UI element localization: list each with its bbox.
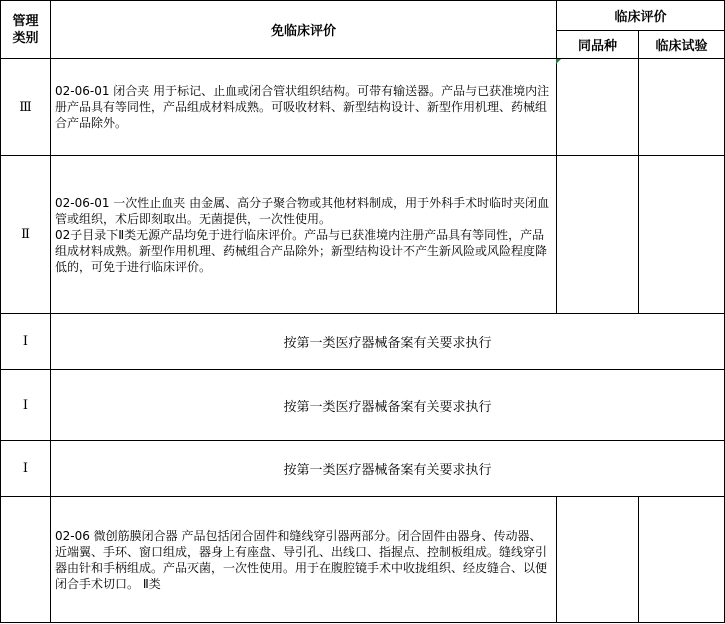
row-class: Ⅰ: [1, 441, 51, 497]
row-clinical-trial-cell: [639, 156, 725, 314]
row-same-product-cell: [557, 59, 639, 156]
row-same-product-cell: [557, 497, 639, 623]
row-filing-requirement: 按第一类医疗器械备案有关要求执行: [51, 314, 725, 370]
header-management-class-label: 管理类别: [12, 13, 39, 46]
table-row: [1, 497, 725, 623]
row-description: 02-06 微创筋膜闭合器 产品包括闭合固件和缝线穿引器两部分。闭合固件由器身、传动器、近端翼、手环、窗口组成，器身上有座盘、导引孔、出线口、指握点、控制板组成。缝线穿引器由针和手柄组成。产品灭菌，一次性使用。用于在腹腔镜手术中收拢组织、经皮缝合、以便闭合手术切口。 Ⅱ类: [51, 497, 557, 623]
table-row: [1, 441, 725, 497]
row-description: [51, 156, 557, 314]
header-exempt-clinical-evaluation: 免临床评价: [51, 1, 557, 59]
row-description-line-1: 02-06-01 一次性止血夹 由金属、高分子聚合物或其他材料制成，用于外科手术时临时夹闭血管或组织，术后即刻取出。无菌提供，一次性使用。: [55, 195, 550, 226]
row-class: Ⅱ: [1, 156, 51, 314]
row-description-line-2: 02子目录下Ⅱ类无源产品均免于进行临床评价。产品与已获准境内注册产品具有等同性，产品组成材料成熟。新型作用机理、药械组合产品除外；新型结构设计不产生新风险或风险程度降低的，可免于进行临床评价。: [55, 227, 548, 274]
row-description: 02-06-01 闭合夹 用于标记、止血或闭合管状组织结构。可带有输送器。产品与已获准境内注册产品具有等同性，产品组成材料成熟。可吸收材料、新型结构设计、新型作用机理、药械组合产品除外。: [51, 59, 557, 156]
row-class: [1, 497, 51, 623]
header-management-class: [1, 1, 51, 59]
table-row: [1, 156, 725, 314]
row-class: Ⅰ: [1, 314, 51, 370]
row-filing-requirement: 按第一类医疗器械备案有关要求执行: [51, 441, 725, 497]
row-same-product-cell: [557, 156, 639, 314]
header-same-product: 同品种: [557, 31, 639, 59]
table-row: [1, 370, 725, 441]
header-clinical-evaluation: 临床评价: [557, 1, 725, 31]
row-clinical-trial-cell: [639, 497, 725, 623]
header-clinical-trial: 临床试验: [639, 31, 725, 59]
row-filing-requirement: 按第一类医疗器械备案有关要求执行: [51, 370, 725, 441]
row-class: Ⅲ: [1, 59, 51, 156]
row-clinical-trial-cell: [639, 59, 725, 156]
row-class: Ⅰ: [1, 370, 51, 441]
cell-comment-marker: [556, 59, 561, 64]
table-row: [1, 314, 725, 370]
table-row: [1, 59, 725, 156]
